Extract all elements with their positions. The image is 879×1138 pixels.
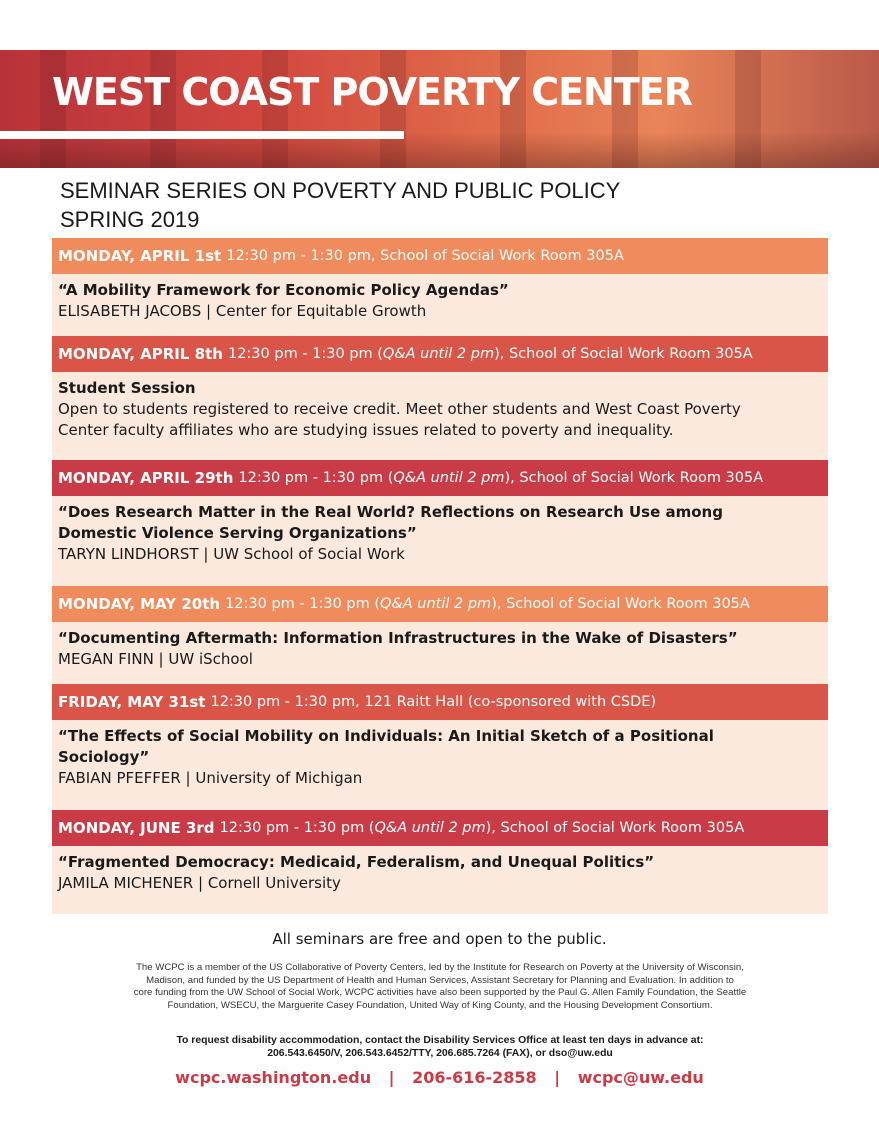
seminar-title-cont: Domestic Violence Serving Organizations” xyxy=(58,524,417,542)
seminar-day: MONDAY, APRIL 1st xyxy=(58,247,222,265)
series-term: SPRING 2019 xyxy=(60,207,200,232)
seminar-speaker: TARYN LINDHORST | UW School of Social Work xyxy=(58,545,405,563)
series-heading xyxy=(60,176,620,234)
seminar-title: Student Session xyxy=(58,379,196,397)
seminar-description-line: Open to students registered to receive credit. Meet other students and West Coast Poverty xyxy=(58,400,741,418)
seminar-body xyxy=(52,846,828,914)
seminar-header xyxy=(52,336,828,372)
seminar-qa-note: Q&A until 2 pm xyxy=(380,596,492,612)
seminar-qa-note: Q&A until 2 pm xyxy=(374,820,486,836)
seminar-title: “Documenting Aftermath: Information Infrastructures in the Wake of Disasters” xyxy=(58,629,738,647)
seminar-title: “The Effects of Social Mobility on Individuals: An Initial Sketch of a Positional xyxy=(58,727,714,745)
contact-line xyxy=(0,1068,879,1087)
seminar-header xyxy=(52,238,828,274)
seminar-body xyxy=(52,496,828,586)
seminar-day: MONDAY, APRIL 8th xyxy=(58,345,223,363)
center-title: WEST COAST POVERTY CENTER xyxy=(52,70,692,114)
contact-separator: | xyxy=(554,1068,561,1087)
seminar-title-cont: Sociology” xyxy=(58,748,150,766)
seminar-description-line: Center faculty affiliates who are studying issues related to poverty and inequality. xyxy=(58,421,674,439)
seminar-header xyxy=(52,684,828,720)
disability-accommodation: To request disability accommodation, contact the Disability Services Office at least ten days in advance at: 206.543.6450/V, 206.543.6452/TTY, 206.685.7264 (FAX), or dso@uw.edu xyxy=(176,1035,704,1059)
seminar-day: MONDAY, APRIL 29th xyxy=(58,469,234,487)
seminar-header xyxy=(52,810,828,846)
seminar-title: “Fragmented Democracy: Medicaid, Federalism, and Unequal Politics” xyxy=(58,853,655,871)
seminar-body xyxy=(52,622,828,684)
seminar-speaker: JAMILA MICHENER | Cornell University xyxy=(58,874,341,892)
seminar-speaker: FABIAN PFEFFER | University of Michigan xyxy=(58,769,363,787)
free-note: All seminars are free and open to the public. xyxy=(272,930,607,948)
seminar-block xyxy=(52,238,828,338)
seminar-body xyxy=(52,720,828,810)
seminar-block xyxy=(52,586,828,684)
seminar-time: 12:30 pm - 1:30 pm (Q&A until 2 pm), School of Social Work Room 305A xyxy=(219,820,745,836)
contact-separator: | xyxy=(388,1068,395,1087)
seminar-block xyxy=(52,810,828,914)
seminar-speaker: MEGAN FINN | UW iSchool xyxy=(58,650,253,668)
seminar-time: 12:30 pm - 1:30 pm (Q&A until 2 pm), School of Social Work Room 305A xyxy=(225,596,750,612)
seminar-day: MONDAY, MAY 20th xyxy=(58,595,221,613)
seminar-body xyxy=(52,274,828,338)
seminar-day: FRIDAY, MAY 31st xyxy=(58,693,206,711)
seminar-title: “A Mobility Framework for Economic Policy Agendas” xyxy=(58,281,509,299)
seminar-body xyxy=(52,372,828,460)
title-underline xyxy=(0,131,404,139)
seminar-header xyxy=(52,586,828,622)
header-banner xyxy=(0,50,879,168)
series-name: SEMINAR SERIES ON POVERTY AND PUBLIC POLICY xyxy=(60,178,621,203)
seminar-header xyxy=(52,460,828,496)
seminar-block xyxy=(52,336,828,460)
seminar-qa-note: Q&A until 2 pm xyxy=(393,470,505,486)
seminar-block xyxy=(52,684,828,810)
seminar-speaker: ELISABETH JACOBS | Center for Equitable Growth xyxy=(58,302,427,320)
email-link[interactable]: wcpc@uw.edu xyxy=(577,1068,704,1087)
seminar-time: 12:30 pm - 1:30 pm, 121 Raitt Hall (co-sponsored with CSDE) xyxy=(210,694,657,710)
seminar-time: 12:30 pm - 1:30 pm (Q&A until 2 pm), School of Social Work Room 305A xyxy=(238,470,764,486)
website-link[interactable]: wcpc.washington.edu xyxy=(175,1068,372,1087)
seminar-time: 12:30 pm - 1:30 pm, School of Social Work Room 305A xyxy=(226,248,624,264)
seminar-block xyxy=(52,460,828,586)
seminar-time: 12:30 pm - 1:30 pm (Q&A until 2 pm), School of Social Work Room 305A xyxy=(227,346,753,362)
phone-number: 206-616-2858 xyxy=(412,1068,537,1087)
seminar-qa-note: Q&A until 2 pm xyxy=(382,346,495,362)
seminar-title: “Does Research Matter in the Real World? Reflections on Research Use among xyxy=(58,503,723,521)
funding-fineprint: The WCPC is a member of the US Collaborative of Poverty Centers, led by the Institute for Research on Poverty at the University of Wisconsin, Madison, and funded by the US Department of Health and Human Services, Assistant Secretary for Planning and Evaluation. In addition to core funding from the UW School of Social Work, WCPC activities have also been supported by the Paul G. Allen Family Foundation, the Seattle Foundation, WSECU, the Marguerite Casey Foundation, United Way of King County, and the Housing Development Consortium. xyxy=(133,962,747,1011)
seminar-day: MONDAY, JUNE 3rd xyxy=(58,819,215,837)
